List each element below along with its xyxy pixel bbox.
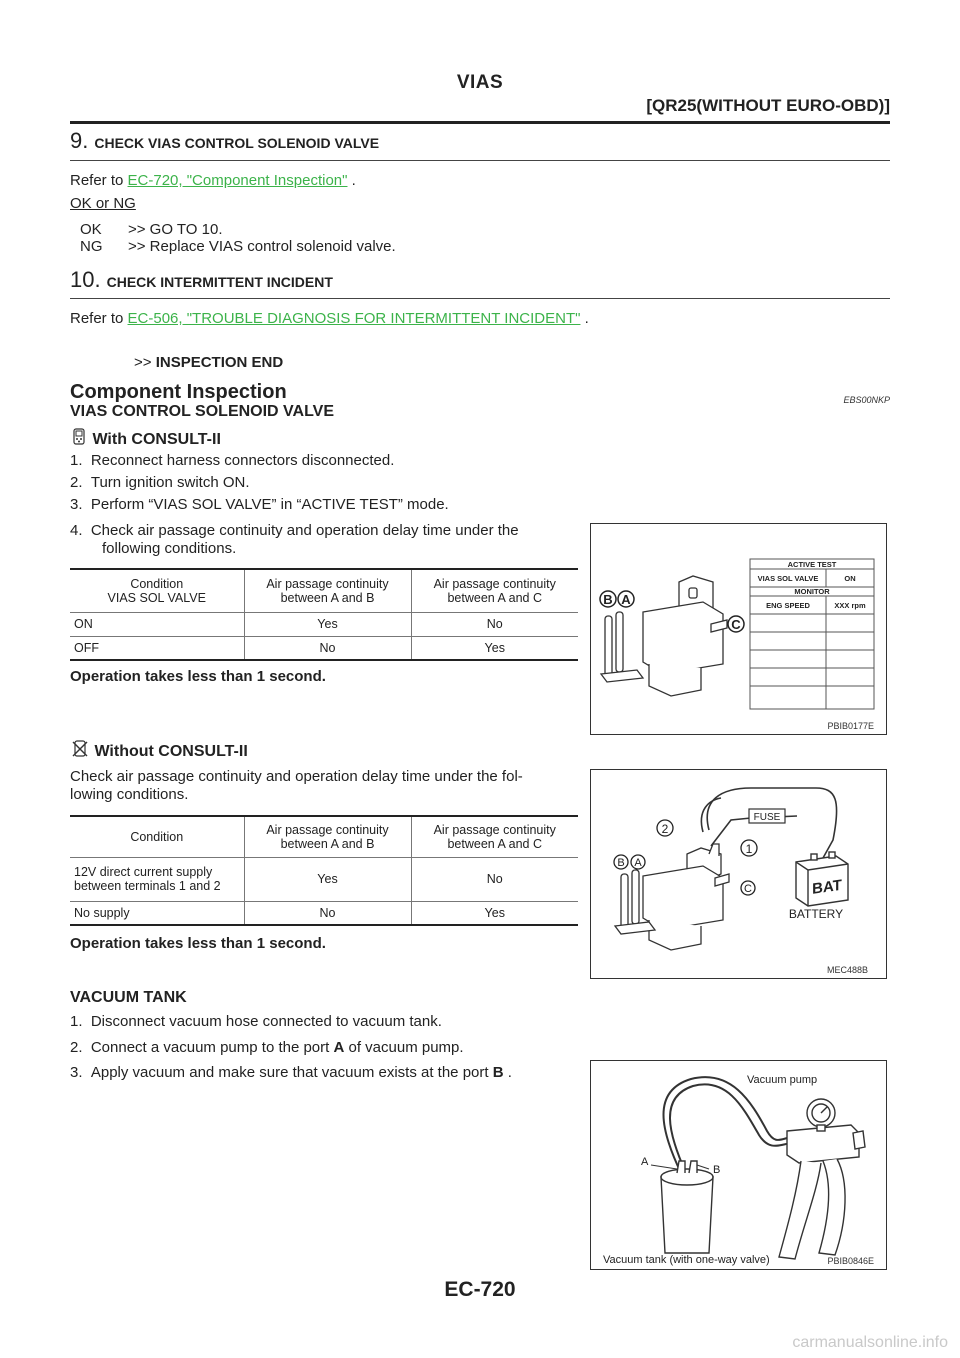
operation-note-1: Operation takes less than 1 second. xyxy=(70,668,326,685)
table-header-cell: Air passage continuity between A and C xyxy=(411,570,578,612)
refer-prefix: Refer to xyxy=(70,310,128,327)
refer-prefix: Refer to xyxy=(70,172,128,189)
table-cell: No supply xyxy=(70,901,244,925)
subsection-vias: VIAS CONTROL SOLENOID VALVE xyxy=(70,403,335,420)
vt-step-2-text: 2. Connect a vacuum pump to the port xyxy=(70,1039,334,1056)
table-direct-supply-conditions xyxy=(70,817,578,926)
link-intermittent-incident[interactable]: EC-506, "TROUBLE DIAGNOSIS FOR INTERMITTENT INCIDENT" xyxy=(127,310,581,327)
inspection-end xyxy=(134,353,283,373)
section-code: EBS00NKP xyxy=(843,395,890,405)
table-header-cell: Air passage continuity between A and C xyxy=(411,817,578,857)
vt-step-3-text: 3. Apply vacuum and make sure that vacuum exists at the port xyxy=(70,1064,493,1081)
ng-text: >> Replace VIAS control solenoid valve. xyxy=(128,238,396,255)
table-cell: No xyxy=(244,636,411,660)
step-10-refer xyxy=(70,309,589,329)
screen-eng-speed: ENG SPEED xyxy=(766,601,810,610)
page-title: VIAS xyxy=(456,72,504,93)
end-arrow: >> xyxy=(134,354,152,371)
without-consult-label: Without CONSULT-II xyxy=(94,742,248,760)
label-port-b: B xyxy=(617,857,625,869)
vt-step-2-suffix: of vacuum pump. xyxy=(344,1039,464,1056)
table-cell: 12V direct current supply between terminals 1 and 2 xyxy=(70,857,244,901)
consult-icon xyxy=(72,428,86,451)
battery-label: BATTERY xyxy=(788,907,844,921)
battery-wiring-drawing xyxy=(591,770,885,977)
label-port-a: A xyxy=(621,592,631,607)
fuse-label: FUSE xyxy=(753,812,781,823)
figure-code: PBIB0177E xyxy=(827,721,874,731)
table-row xyxy=(70,636,578,660)
step-9-refer xyxy=(70,171,356,191)
table-header-cell: Condition xyxy=(70,817,244,857)
step-9-heading xyxy=(70,128,379,154)
port-a-ref: A xyxy=(333,1039,345,1056)
without-consult-heading xyxy=(72,740,248,763)
screen-item: VIAS SOL VALVE xyxy=(757,574,819,583)
no-consult-icon xyxy=(72,740,88,763)
vt-step-1: 1. Disconnect vacuum hose connected to vacuum tank. xyxy=(70,1013,442,1030)
label-port-b: B xyxy=(713,1164,721,1176)
step-10-title: CHECK INTERMITTENT INCIDENT xyxy=(106,274,333,290)
link-component-inspection[interactable]: EC-720, "Component Inspection" xyxy=(127,172,348,189)
step-10-rule xyxy=(70,298,890,299)
page-number: EC-720 xyxy=(444,1278,516,1301)
subsection-vacuum-tank: VACUUM TANK xyxy=(70,989,187,1006)
step-item-2: 2. Turn ignition switch ON. xyxy=(70,474,250,491)
table-consult-conditions xyxy=(70,570,578,661)
with-consult-label: With CONSULT-II xyxy=(92,430,221,448)
watermark: carmanualsonline.info xyxy=(792,1334,948,1351)
vt-step-3 xyxy=(70,1063,512,1083)
step-9-number: 9. xyxy=(70,128,89,153)
refer-suffix: . xyxy=(347,172,356,189)
screen-rpm: XXX rpm xyxy=(834,601,866,610)
table-cell: ON xyxy=(70,612,244,636)
figure-battery-wiring xyxy=(590,769,887,979)
figure-vacuum-pump xyxy=(590,1060,887,1270)
table-cell: Yes xyxy=(244,612,411,636)
operation-note-2: Operation takes less than 1 second. xyxy=(70,935,326,952)
end-text: INSPECTION END xyxy=(155,354,284,371)
table-header-row xyxy=(70,570,578,612)
terminal-1-label: 1 xyxy=(745,842,753,856)
step-item-4: 4. Check air passage continuity and operation delay time under the xyxy=(70,522,519,539)
table-header-row xyxy=(70,817,578,857)
vacuum-pump-drawing xyxy=(591,1061,885,1268)
table-cell: No xyxy=(411,857,578,901)
ng-key: NG xyxy=(80,238,103,255)
refer-suffix: . xyxy=(580,310,589,327)
figure-consult-screen xyxy=(590,523,887,735)
solenoid-valve-drawing xyxy=(591,524,885,733)
screen-monitor: MONITOR xyxy=(794,587,830,596)
label-port-c: C xyxy=(744,883,752,895)
table-cell: No xyxy=(244,901,411,925)
step-item-1: 1. Reconnect harness connectors disconnected. xyxy=(70,452,395,469)
step-item-3: 3. Perform “VIAS SOL VALVE” in “ACTIVE TEST” mode. xyxy=(70,496,449,513)
ok-text: >> GO TO 10. xyxy=(128,221,223,238)
terminal-2-label: 2 xyxy=(661,822,669,836)
ok-key: OK xyxy=(80,221,102,238)
table-cell: OFF xyxy=(70,636,244,660)
screen-title: ACTIVE TEST xyxy=(787,560,837,569)
figure-code: MEC488B xyxy=(826,965,868,975)
port-b-ref: B xyxy=(492,1064,504,1081)
bat-label: BAT xyxy=(812,876,842,898)
without-text-2: lowing conditions. xyxy=(70,786,189,803)
step-item-4-cont: following conditions. xyxy=(102,540,237,557)
with-consult-heading xyxy=(72,428,221,451)
figure-code: PBIB0846E xyxy=(827,1256,874,1266)
table-row xyxy=(70,857,578,901)
table-header-cell: Air passage continuity between A and B xyxy=(244,570,411,612)
ok-or-ng-label: OK or NG xyxy=(70,195,136,212)
vt-step-3-suffix: . xyxy=(503,1064,512,1081)
table-row xyxy=(70,901,578,925)
step-9-title: CHECK VIAS CONTROL SOLENOID VALVE xyxy=(94,135,380,151)
section-title: Component Inspection xyxy=(70,381,287,403)
table-cell: No xyxy=(411,612,578,636)
label-port-a: A xyxy=(634,857,642,869)
vt-step-2 xyxy=(70,1038,464,1058)
table-cell: Yes xyxy=(244,857,411,901)
step-9-rule xyxy=(70,160,890,161)
table-header-cell: Air passage continuity between A and B xyxy=(244,817,411,857)
label-port-b: B xyxy=(603,592,613,607)
table-cell: Yes xyxy=(411,901,578,925)
page-subtitle: [QR25(WITHOUT EURO-OBD)] xyxy=(646,96,890,115)
table-row xyxy=(70,612,578,636)
screen-value: ON xyxy=(844,574,856,583)
header-rule xyxy=(70,121,890,124)
table-cell: Yes xyxy=(411,636,578,660)
label-port-a: A xyxy=(641,1156,649,1168)
pump-label: Vacuum pump xyxy=(747,1074,818,1086)
without-text-1: Check air passage continuity and operation delay time under the fol- xyxy=(70,768,523,785)
label-port-c: C xyxy=(731,617,741,632)
step-10-heading xyxy=(70,267,333,293)
tank-label: Vacuum tank (with one-way valve) xyxy=(603,1254,770,1266)
table-header-cell: Condition VIAS SOL VALVE xyxy=(70,570,244,612)
step-10-number: 10. xyxy=(70,267,101,292)
